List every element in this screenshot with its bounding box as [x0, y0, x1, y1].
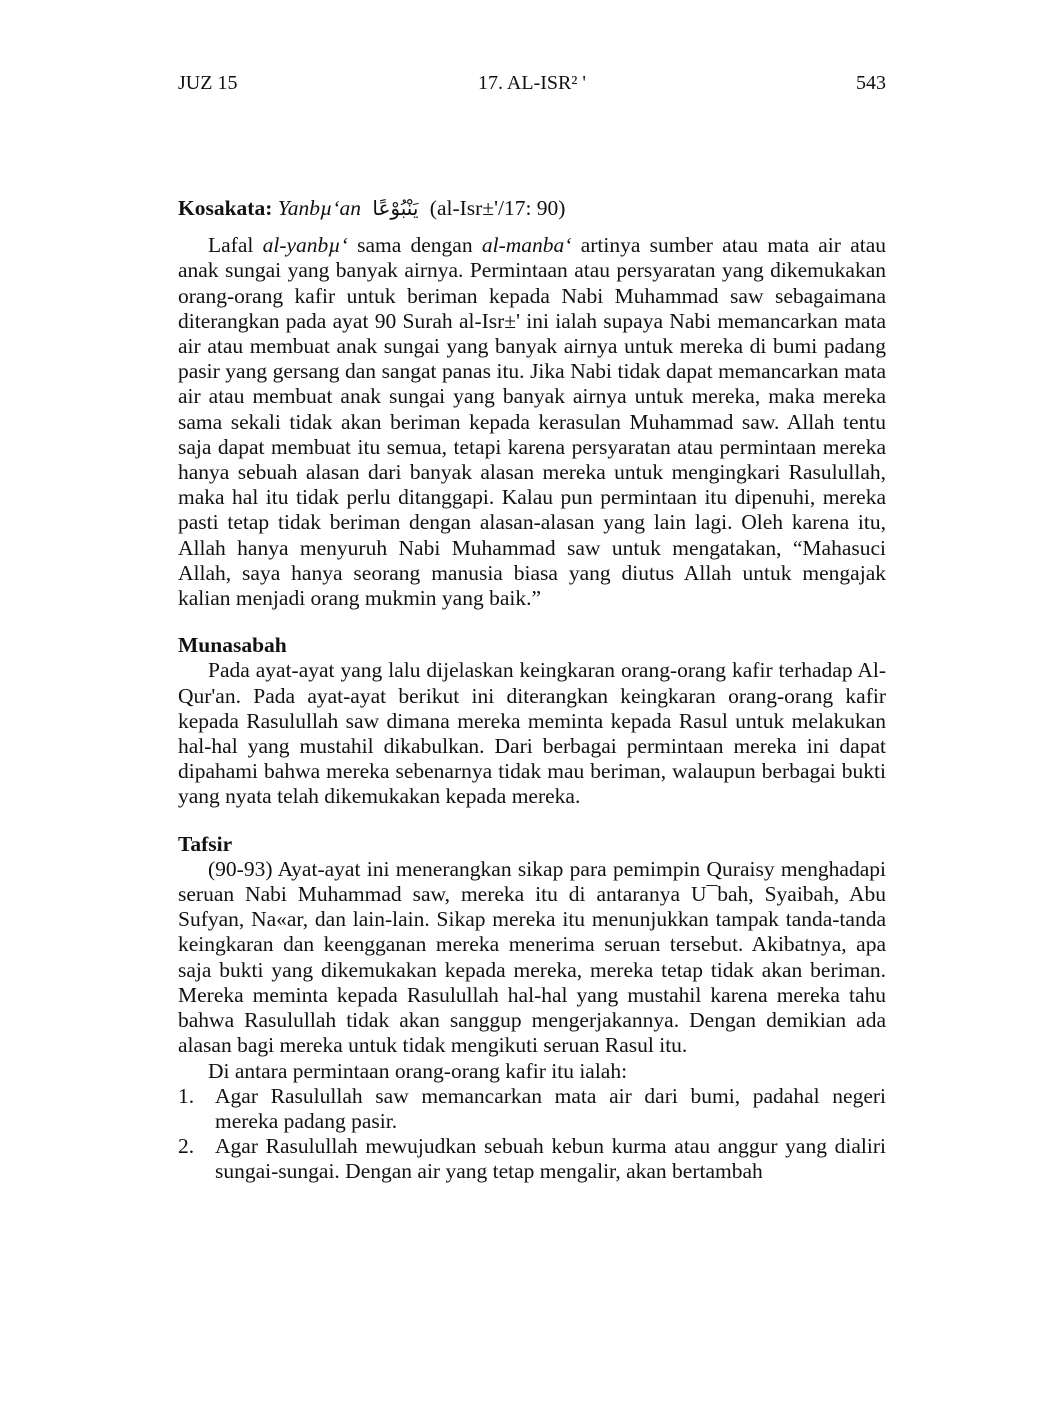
list-text: Agar Rasulullah saw memancarkan mata air dari bumi, padahal negeri mereka padang pasir.	[215, 1083, 886, 1133]
list-number: 2.	[178, 1134, 195, 1159]
text-run: sama dengan	[347, 233, 482, 258]
list-item	[178, 1084, 886, 1134]
tafsir-intro: Di antara permintaan orang-orang kafir itu ialah:	[208, 1058, 628, 1083]
munasabah-paragraph: Pada ayat-ayat yang lalu dijelaskan keingkaran orang-orang kafir terhadap Al-Qur'an. Pada ayat-ayat berikut ini diterangkan keingkaran orang-orang kafir kepada Rasulullah saw dimana mereka meminta kepada Rasul untuk melakukan hal-hal yang mustahil dikabulkan. Dari berbagai permintaan mereka ini dapat dipahami bahwa mereka sebenarnya tidak mau beriman, walaupun berbagai bukti yang nyata telah dikemukakan kepada mereka.	[178, 658, 886, 809]
kosakata-term-latin: Yanbµ‘an	[277, 196, 362, 220]
kosakata-heading	[178, 196, 886, 221]
italic-term: al-manba‘	[481, 233, 572, 258]
italic-term: al-yanbµ‘	[262, 233, 348, 258]
text-run: artinya sumber atau mata air atau anak sungai yang banyak airnya. Permintaan atau persyaratan yang dikemukakan orang-orang kafir untuk beriman kepada Nabi Muhammad saw sebagaimana diterangkan pada ayat 90 Surah al-Isr±' ini ialah supaya Nabi memancarkan mata air atau membuat anak sungai yang banyak airnya untuk mereka di bumi padang pasir yang gersang dan sangat panas itu. Jika Nabi tidak dapat memancarkan mata air atau membuat anak sungai yang banyak airnya untuk mereka, maka mereka sama sekali tidak akan beriman kepada kerasulan Muhammad saw. Allah tentu saja dapat membuat itu semua, tetapi karena persyaratan atau permintaan mereka hanya sebuah alasan dari banyak alasan mereka untuk mengingkari Rasulullah, maka hal itu tidak perlu ditanggapi. Kalau pun permintaan itu dipenuhi, mereka pasti tetap tidak beriman dengan alasan-alasan yang lain lagi. Oleh karena itu, Allah hanya menyuruh Nabi Muhammad saw untuk mengatakan, “Mahasuci Allah, saya hanya seorang manusia biasa yang diutus Allah untuk mengajak kalian menjadi orang mukmin yang baik.”	[178, 233, 886, 611]
list-number: 1.	[178, 1083, 195, 1108]
list-text: Agar Rasulullah mewujudkan sebuah kebun kurma atau anggur yang dialiri sungai-sungai. Dengan air yang tetap mengalir, akan bertambah	[215, 1134, 886, 1184]
kosakata-reference: (al-Isr±'/17: 90)	[429, 196, 566, 220]
kosakata-term-arabic: يَنْبُوْعًا	[372, 196, 419, 220]
running-header	[178, 72, 886, 102]
page-number: 543	[856, 72, 886, 94]
list-item	[178, 1134, 886, 1184]
surah-title: 17. AL-ISR² '	[478, 72, 586, 94]
text-run: Lafal	[208, 233, 263, 258]
juz-label: JUZ 15	[178, 72, 238, 94]
page	[178, 72, 886, 1185]
kosakata-label: Kosakata:	[178, 196, 273, 220]
kosakata-paragraph	[178, 233, 886, 611]
tafsir-paragraph: (90-93) Ayat-ayat ini menerangkan sikap para pemimpin Quraisy menghadapi seruan Nabi Muhammad saw, mereka itu di antaranya U¯bah, Syaibah, Abu Sufyan, Na«ar, dan lain-lain. Sikap mereka itu menunjukkan tampak tanda-tanda keingkaran dan keengganan mereka menerima seruan tersebut. Akibatnya, apa saja bukti yang dikemukakan kepada mereka, mereka tetap tidak akan beriman. Mereka meminta kepada Rasulullah hal-hal yang mustahil karena mereka tahu bahwa Rasulullah tidak akan sanggup mengerjakannya. Dengan demikian ada alasan bagi mereka untuk tidak mengikuti seruan Rasul itu.	[178, 856, 886, 1058]
tafsir-heading: Tafsir	[178, 831, 233, 856]
munasabah-heading: Munasabah	[178, 633, 287, 658]
